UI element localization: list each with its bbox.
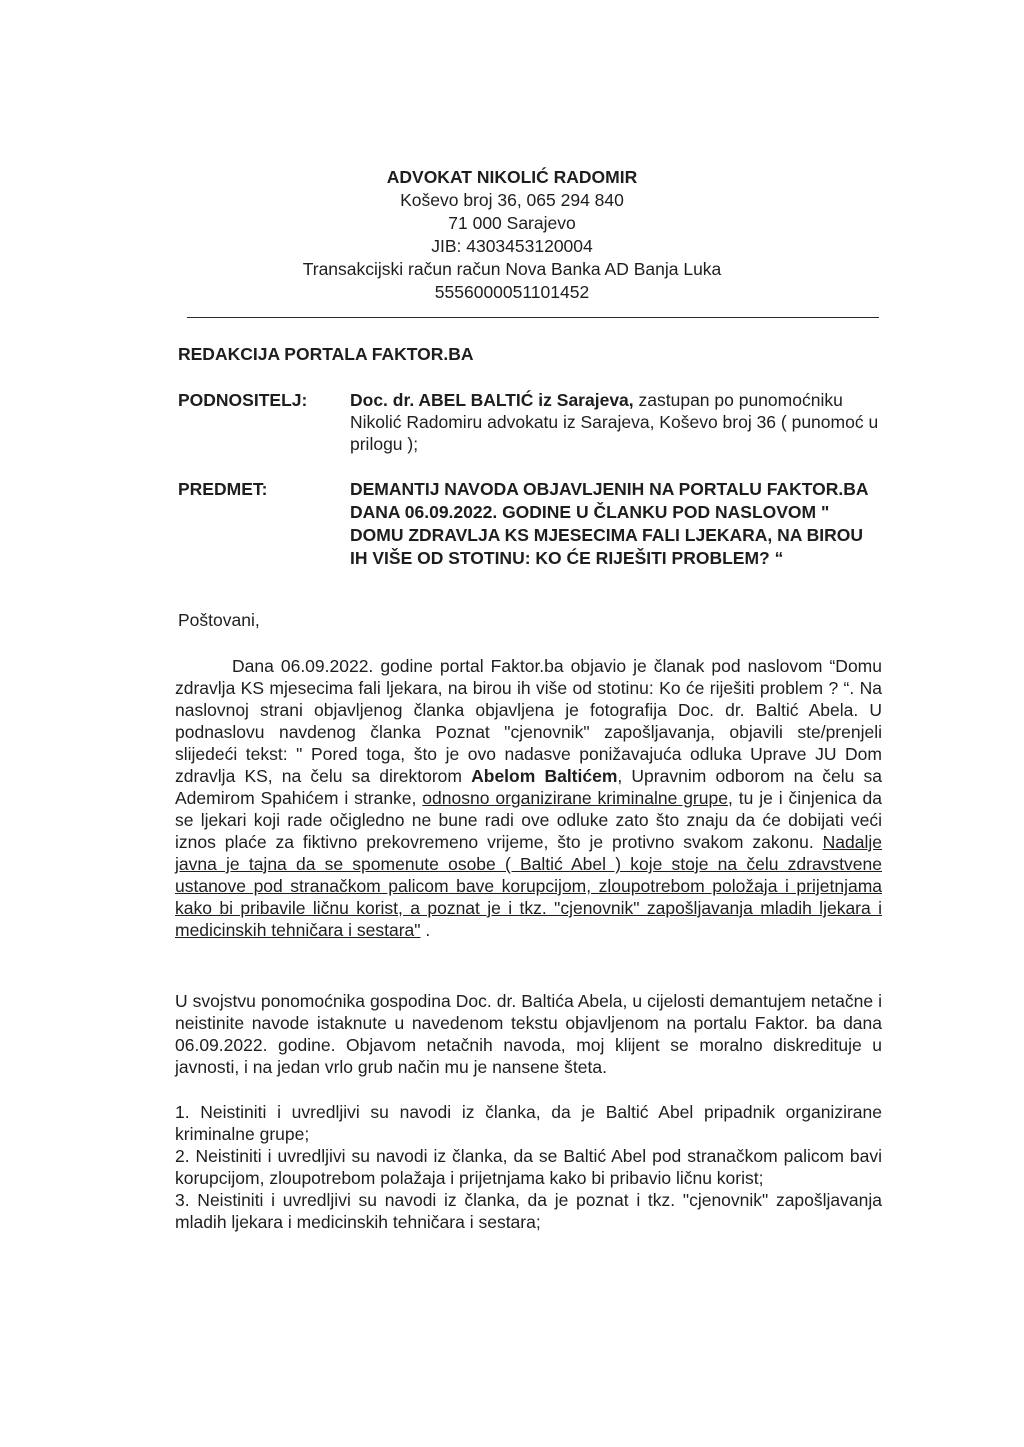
submitter-details: zastupan po punomoćniku Nikolić Radomiru advokatu iz Sarajeva, Koševo broj 36 ( punomoć u prilogu ); [350, 390, 879, 454]
list-item: 2. Neistiniti i uvredljivi su navodi iz članka, da se Baltić Abel pod stranačkom palicom bavi korupcijom, zloupotrebom polažaja i prijetnjama kako bi pribavio ličnu korist; [175, 1146, 882, 1188]
header-divider [187, 317, 879, 318]
addressee: REDAKCIJA PORTALA FAKTOR.BA [178, 344, 474, 364]
para1-underlined-2: Nadalje javna je tajna da se spomenute osobe ( Baltić Abel ) koje stoje na čelu zdravstvene ustanove pod stranačkom palicom bave korupcijom, zloupotrebom položaja i prijetnjama kako bi pribavile ličnu korist, a poznat je i tkz. "cjenovnik" zapošljavanja mladih ljekara i medicinskih tehničara i sestara" [175, 832, 882, 940]
para1-text-2: , Upravnim odborom na čelu sa Ademirom Spahićem i stranke, [175, 766, 883, 808]
submitter-text [350, 389, 880, 455]
para1-text-4: . [420, 920, 431, 940]
submitter-name: Doc. dr. ABEL BALTIĆ iz Sarajeva, [350, 390, 634, 410]
lawyer-bank: Transakcijski račun račun Nova Banka AD Banja Luka [302, 259, 722, 279]
claims-list [175, 1101, 882, 1233]
lawyer-jib: JIB: 4303453120004 [431, 236, 593, 256]
submitter-label: PODNOSITELJ: [178, 390, 308, 410]
paragraph-article-quote [175, 655, 882, 941]
para1-text-1: Dana 06.09.2022. godine portal Faktor.ba objavio je članak pod naslovom “Domu zdravlja KS mjesecima fali ljekara, na birou ih više od stotinu: Ko će riješiti problem ? “. Na naslovnoj strani objavljenog članka objavljena je fotografija Doc. dr. Baltić Abela. U podnaslovu navdenog članka Poznat "cjenovnik" zapošljavanja, objavili ste/prenjeli slijedeći tekst: " Pored toga, što je ovo nadasve ponižavajuća odluka Uprave JU Dom zdravlja KS, na čelu sa direktorom [175, 656, 882, 786]
subject-label: PREDMET: [178, 479, 268, 499]
list-item: 3. Neistiniti i uvredljivi su navodi iz članka, da je poznat i tkz. "cjenovnik" zapošljavanja mladih ljekara i medicinskih tehničara i sestara; [175, 1190, 882, 1232]
para1-director-name: Abelom Baltićem [471, 766, 618, 786]
lawyer-address: Koševo broj 36, 065 294 840 [400, 190, 624, 210]
letterhead [0, 166, 1024, 304]
list-item: 1. Neistiniti i uvredljivi su navodi iz članka, da je Baltić Abel pripadnik organizirane kriminalne grupe; [175, 1102, 882, 1144]
para1-underlined-1: odnosno organizirane kriminalne grupe [422, 788, 728, 808]
lawyer-name: ADVOKAT NIKOLIĆ RADOMIR [386, 167, 638, 187]
lawyer-city: 71 000 Sarajevo [448, 213, 576, 233]
paragraph-denial: U svojstvu ponomoćnika gospodina Doc. dr. Baltića Abela, u cijelosti demantujem netačne i neistinite navode istaknute u navedenom tekstu objavljenom na portalu Faktor. ba dana 06.09.2022. godine. Objavom netačnih navoda, moj klijent se moralno diskredituje u javnosti, i na jedan vrlo grub način mu je nansene šteta. [175, 991, 882, 1077]
lawyer-account: 5556000051101452 [434, 282, 590, 302]
greeting: Poštovani, [178, 610, 260, 630]
subject-text: DEMANTIJ NAVODA OBJAVLJENIH NA PORTALU FAKTOR.BA DANA 06.09.2022. GODINE U ČLANKU POD NASLOVOM " DOMU ZDRAVLJA KS MJESECIMA FALI LJEKARA, NA BIROU IH VIŠE OD STOTINU: KO ĆE RIJEŠITI PROBLEM? “ [350, 479, 868, 568]
para1-text-3: , tu je i činjenica da se ljekari koji rade očigledno ne bune radi ove odluke zato što znaju da će dobijati veći iznos plaće za fiktivno prekovremeno vrijeme, što je protivno svakom zakonu. [175, 788, 882, 852]
